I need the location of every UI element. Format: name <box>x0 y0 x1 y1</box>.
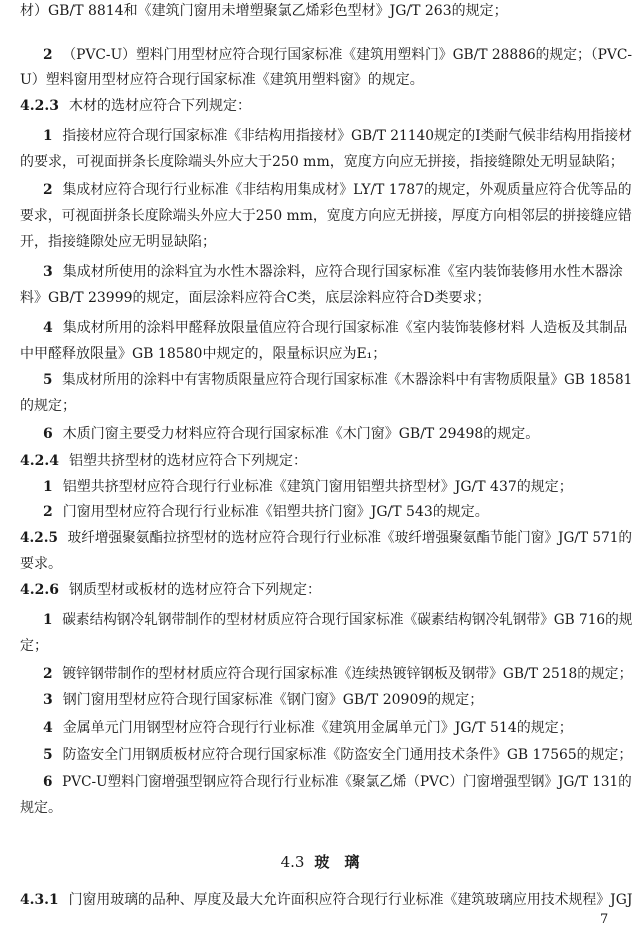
text-line: 的规定； <box>20 398 76 414</box>
text-line: 中甲醛释放限量》GB 18580中规定的，限量标识应为E₁； <box>20 346 387 362</box>
text-line: 的要求，可视面拼条长度除端头外应大于250 mm，宽度方向应无拼接，指接缝隙处无明显缺陷； <box>20 154 624 170</box>
item-number: 2 <box>43 182 53 198</box>
list-item: 2 门窗用型材应符合现行行业标准《铝塑共挤门窗》JG/T 543的规定。 <box>43 504 489 520</box>
list-item: 3 集成材所使用的涂料宜为水性木器涂料，应符合现行国家标准《室内装饰装修用水性木器涂 <box>43 264 623 280</box>
text-line: 规定。 <box>20 800 62 816</box>
clause-heading: 4.2.3 木材的选材应符合下列规定： <box>20 98 251 114</box>
list-item: 1 铝塑共挤型材应符合现行行业标准《建筑门窗用铝塑共挤型材》JG/T 437的规定； <box>43 479 573 495</box>
item-number: 6 <box>43 426 53 442</box>
clause-number: 4.3.1 <box>20 892 59 908</box>
clause-number: 4.2.3 <box>20 98 59 114</box>
item-number: 6 <box>43 774 53 790</box>
list-item: 1 碳素结构钢冷轧钢带制作的型材材质应符合现行国家标准《碳素结构钢冷轧钢带》GB 716的规 <box>43 612 633 628</box>
item-number: 1 <box>43 128 53 144</box>
item-number: 4 <box>43 720 53 736</box>
clause-heading: 4.2.5 玻纤增强聚氨酯拉挤型材的选材应符合现行行业标准《玻纤增强聚氨酯节能门窗》JG/T 571的 <box>20 530 633 546</box>
list-item: 5 防盗安全门用钢质板材应符合现行国家标准《防盗安全门通用技术条件》GB 17565的规定； <box>43 747 633 763</box>
text-line: 开，指接缝隙处应无明显缺陷； <box>20 234 216 250</box>
list-item: 2 镀锌钢带制作的型材材质应符合现行国家标准《连续热镀锌钢板及钢带》GB/T 2518的规定； <box>43 666 633 682</box>
text-line: 材）GB/T 8814和《建筑门窗用未增塑聚氯乙烯彩色型材》JG/T 263的规定； <box>20 3 508 19</box>
section-number: 4.3 <box>280 853 305 871</box>
section-heading <box>0 852 640 872</box>
text-line: U）塑料窗用型材应符合现行国家标准《建筑用塑料窗》的规定。 <box>20 72 424 88</box>
text-line: 料》GB/T 23999的规定，面层涂料应符合C类，底层涂料应符合D类要求； <box>20 290 491 306</box>
item-number: 2 <box>43 47 53 63</box>
list-item: 2 （PVC-U）塑料门用型材应符合现行国家标准《建筑用塑料门》GB/T 28886的规定；（PVC- <box>43 47 633 63</box>
list-item: 5 集成材所用的涂料中有害物质限量应符合现行国家标准《木器涂料中有害物质限量》GB 18581 <box>43 372 633 388</box>
clause-number: 4.2.6 <box>20 582 59 598</box>
item-number: 2 <box>43 504 53 520</box>
list-item: 3 钢门窗用型材应符合现行国家标准《钢门窗》GB/T 20909的规定； <box>43 692 484 708</box>
item-number: 3 <box>43 692 53 708</box>
clause-heading: 4.3.1 门窗用玻璃的品种、厚度及最大允许面积应符合现行行业标准《建筑玻璃应用技术规程》JGJ <box>20 892 633 908</box>
clause-number: 4.2.5 <box>20 530 58 546</box>
item-number: 4 <box>43 320 53 336</box>
text-line: 要求，可视面拼条长度除端头外应大于250 mm，宽度方向应无拼接，厚度方向相邻层的拼接缝应错 <box>20 208 632 224</box>
list-item: 6 木质门窗主要受力材料应符合现行国家标准《木门窗》GB/T 29498的规定。 <box>43 426 540 442</box>
list-item: 4 集成材所用的涂料甲醛释放限量值应符合现行国家标准《室内装饰装修材料 人造板及其制品 <box>43 320 628 336</box>
clause-heading: 4.2.6 钢质型材或板材的选材应符合下列规定： <box>20 582 321 598</box>
item-number: 2 <box>43 666 53 682</box>
section-title: 玻 璃 <box>314 853 360 871</box>
item-number: 1 <box>43 479 53 495</box>
item-number: 5 <box>43 747 53 763</box>
item-number: 3 <box>43 264 53 280</box>
item-number: 5 <box>43 372 53 388</box>
text-line: 定； <box>20 638 48 654</box>
list-item: 6 PVC-U塑料门窗增强型钢应符合现行行业标准《聚氯乙烯（PVC）门窗增强型钢》JG/T 131的 <box>43 774 632 790</box>
page-number: 7 <box>600 912 609 927</box>
clause-heading: 4.2.4 铝塑共挤型材的选材应符合下列规定： <box>20 453 307 469</box>
text-line: 要求。 <box>20 556 62 572</box>
list-item: 1 指接材应符合现行国家标准《非结构用指接材》GB/T 21140规定的I类耐气候非结构用指接材 <box>43 128 632 144</box>
list-item: 2 集成材应符合现行行业标准《非结构用集成材》LY/T 1787的规定，外观质量应符合优等品的 <box>43 182 632 198</box>
clause-number: 4.2.4 <box>20 453 59 469</box>
item-number: 1 <box>43 612 53 628</box>
list-item: 4 金属单元门用钢型材应符合现行行业标准《建筑用金属单元门》JG/T 514的规定； <box>43 720 573 736</box>
